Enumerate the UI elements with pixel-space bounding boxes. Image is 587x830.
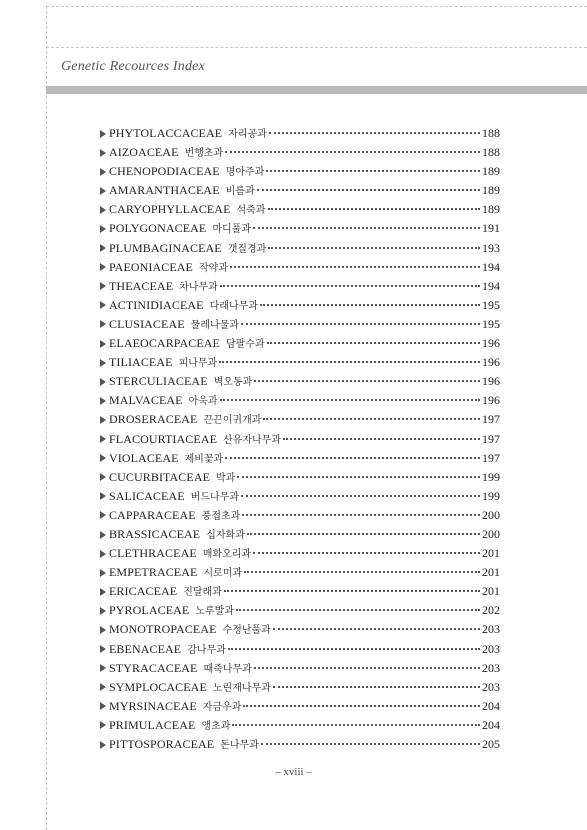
korean-name: 수정난풀과 [222,625,271,637]
dot-leader [261,743,480,745]
triangle-bullet-icon [100,149,106,157]
page-number: 194 [482,278,500,293]
index-entry[interactable] [100,372,500,391]
dot-leader [283,438,480,440]
family-name: EBENACEAE [109,641,182,656]
triangle-bullet-icon [100,569,106,577]
korean-name: 노린재나무과 [212,682,271,694]
korean-name: 끈끈이귀개과 [203,415,262,427]
dot-leader [273,628,480,630]
index-entry[interactable] [100,525,500,544]
triangle-bullet-icon [100,435,106,443]
index-entry[interactable] [100,410,500,429]
triangle-bullet-icon [100,168,106,176]
page-number: 194 [482,259,500,274]
triangle-bullet-icon [100,301,106,309]
family-name: AMARANTHACEAE [109,183,220,198]
korean-name: 감나무과 [187,644,226,656]
index-entry[interactable] [100,430,500,449]
page-number: 197 [482,412,500,427]
korean-name: 때죽나무과 [203,663,252,675]
page-number: 203 [482,660,500,675]
korean-name: 박과 [216,472,236,484]
family-name: MONOTROPACEAE [109,622,217,637]
dot-leader [267,342,480,344]
header-rule-bar [46,86,587,94]
page-number: 201 [482,584,500,599]
triangle-bullet-icon [100,702,106,710]
family-name: SYMPLOCACEAE [109,679,207,694]
dot-leader [241,323,480,325]
dot-leader [236,609,480,611]
left-dashed-border [46,6,47,830]
triangle-bullet-icon [100,607,106,615]
dot-leader [266,170,480,172]
index-entry[interactable] [100,124,500,143]
index-entry[interactable] [100,296,500,315]
page-number: 199 [482,488,500,503]
dot-leader [268,247,480,249]
family-name: PLUMBAGINACEAE [109,240,222,255]
family-name: SALICACEAE [109,488,185,503]
family-name: CUCURBITACEAE [109,469,211,484]
family-name: PAEONIACEAE [109,259,193,274]
dot-leader [253,552,480,554]
family-name: MALVACEAE [109,393,183,408]
page-number: 205 [482,737,500,751]
page-number: 204 [482,717,500,732]
korean-name: 자금우과 [202,701,242,713]
page-number: 204 [482,698,500,713]
index-entry[interactable] [100,620,500,639]
korean-name: 산유자나무과 [223,434,281,446]
family-name: TILIACEAE [109,355,173,370]
page-number: 203 [482,679,500,694]
index-entry[interactable] [100,697,500,716]
header-dashed-rule [46,47,587,48]
dot-leader [247,533,480,535]
family-name: PYROLACEAE [109,603,190,618]
dot-leader [219,361,480,363]
triangle-bullet-icon [100,721,106,729]
family-name: CAPPARACEAE [109,507,196,522]
index-entry[interactable] [100,143,500,162]
triangle-bullet-icon [100,225,106,233]
index-entry[interactable] [100,391,500,410]
index-entry[interactable] [100,277,500,296]
korean-name: 갯질경과 [227,243,267,255]
page-number: 202 [482,603,500,618]
page-number: 201 [482,546,500,561]
family-name: MYRSINACEAE [109,698,197,713]
family-name: CLUSIACEAE [109,316,185,331]
index-entry[interactable] [100,678,500,697]
dot-leader [273,686,480,688]
dot-leader [220,399,480,401]
dot-leader [242,514,480,516]
korean-name: 석죽과 [236,205,266,217]
page-number-footer: – xviii – [275,766,312,778]
family-name: PHYTOLACCACEAE [109,126,223,140]
triangle-bullet-icon [100,511,106,519]
page-number: 196 [482,355,500,370]
triangle-bullet-icon [100,244,106,252]
triangle-bullet-icon [100,416,106,424]
triangle-bullet-icon [100,320,106,328]
family-name: CHENOPODIACEAE [109,164,220,179]
page-number: 195 [482,316,500,331]
korean-name: 담팔수과 [225,339,265,351]
triangle-bullet-icon [100,359,106,367]
triangle-bullet-icon [100,130,106,138]
korean-name: 돈나무과 [220,740,259,751]
running-title: Genetic Recources Index [61,59,206,74]
top-dashed-border [46,6,587,7]
index-entry[interactable] [100,239,500,258]
dot-leader [224,590,480,592]
korean-name: 노루발과 [195,606,234,618]
index-entry[interactable] [100,219,500,238]
family-name: CARYOPHYLLACEAE [109,202,231,217]
index-list [100,124,500,754]
triangle-bullet-icon [100,492,106,500]
triangle-bullet-icon [100,531,106,539]
page-number: 200 [482,526,500,541]
triangle-bullet-icon [100,206,106,214]
triangle-bullet-icon [100,473,106,481]
page-number: 196 [482,374,500,389]
dot-leader [225,457,480,459]
dot-leader [263,418,480,420]
index-entry[interactable] [100,716,500,735]
triangle-bullet-icon [100,378,106,386]
korean-name: 비름과 [225,186,255,198]
family-name: BRASSICACEAE [109,526,201,541]
dot-leader [225,151,480,153]
index-entry[interactable] [100,601,500,620]
korean-name: 앵초과 [201,720,231,732]
korean-name: 차나무과 [179,281,218,293]
page-number: 191 [482,221,500,236]
dot-leader [237,476,480,478]
korean-name: 풍접초과 [201,510,241,522]
korean-name: 자리공과 [228,129,267,140]
family-name: FLACOURTIACEAE [109,431,218,446]
family-name: PITTOSPORACEAE [109,737,215,751]
dot-leader [268,208,481,210]
korean-name: 버드나무과 [190,491,239,503]
page-number: 188 [482,126,500,140]
triangle-bullet-icon [100,550,106,558]
dot-leader [232,724,480,726]
korean-name: 작약과 [199,262,228,274]
dot-leader [243,705,480,707]
page-number: 200 [482,507,500,522]
index-entry[interactable] [100,468,500,487]
index-entry[interactable] [100,640,500,659]
dot-leader [254,380,480,382]
page-number: 203 [482,641,500,656]
korean-name: 물레나물과 [190,319,239,331]
family-name: CLETHRACEAE [109,546,197,561]
index-entry[interactable] [100,315,500,334]
family-name: STYRACACEAE [109,660,198,675]
index-entry[interactable] [100,487,500,506]
korean-name: 매화오리과 [202,549,252,561]
family-name: DROSERACEAE [109,412,198,427]
dot-leader [220,285,480,287]
page-number: 201 [482,565,500,580]
korean-name: 번행초과 [184,148,224,160]
korean-name: 진달래과 [183,587,222,599]
page-number: 203 [482,622,500,637]
index-entry[interactable] [100,735,500,754]
triangle-bullet-icon [100,397,106,405]
family-name: ACTINIDIACEAE [109,297,204,312]
family-name: STERCULIACEAE [109,374,208,389]
index-entry[interactable] [100,449,500,468]
index-entry[interactable] [100,353,500,372]
triangle-bullet-icon [100,588,106,596]
dot-leader [230,266,480,268]
index-entry[interactable] [100,162,500,181]
dot-leader [254,667,480,669]
family-name: AIZOACEAE [109,145,179,160]
triangle-bullet-icon [100,187,106,195]
family-name: THEACEAE [109,278,174,293]
page-number: 188 [482,145,500,160]
page-number: 197 [482,431,500,446]
korean-name: 벽오동과 [213,377,253,389]
page-number: 196 [482,336,500,351]
triangle-bullet-icon [100,282,106,290]
family-name: PRIMULACEAE [109,717,196,732]
triangle-bullet-icon [100,263,106,271]
dot-leader [260,304,480,306]
korean-name: 제비꽃과 [184,453,224,465]
triangle-bullet-icon [100,683,106,691]
korean-name: 시로미과 [203,568,243,580]
triangle-bullet-icon [100,741,106,749]
page-number: 195 [482,297,500,312]
triangle-bullet-icon [100,664,106,672]
dot-leader [253,227,480,229]
triangle-bullet-icon [100,626,106,634]
korean-name: 십자화과 [206,529,245,541]
page-number: 189 [482,183,500,198]
index-entry[interactable] [100,181,500,200]
page-number: 189 [482,202,500,217]
korean-name: 다래나무과 [209,300,258,312]
korean-name: 명아주과 [225,167,265,179]
page-number: 199 [482,469,500,484]
index-entry[interactable] [100,334,500,353]
dot-leader [241,495,480,497]
triangle-bullet-icon [100,340,106,348]
korean-name: 아욱과 [188,396,218,408]
family-name: VIOLACEAE [109,450,179,465]
page-number: 193 [482,240,500,255]
dot-leader [228,648,480,650]
korean-name: 마디풀과 [212,224,251,236]
dot-leader [269,132,480,134]
triangle-bullet-icon [100,454,106,462]
triangle-bullet-icon [100,645,106,653]
family-name: ERICACEAE [109,584,178,599]
page-number: 196 [482,393,500,408]
index-entry[interactable] [100,258,500,277]
page-number: 189 [482,164,500,179]
family-name: EMPETRACEAE [109,565,198,580]
index-entry[interactable] [100,659,500,678]
family-name: ELAEOCARPACEAE [109,336,220,351]
dot-leader [257,189,480,191]
index-entry[interactable] [100,563,500,582]
dot-leader [244,571,480,573]
index-entry[interactable] [100,582,500,601]
page-number: 197 [482,450,500,465]
family-name: POLYGONACEAE [109,221,207,236]
index-entry[interactable] [100,506,500,525]
index-entry[interactable] [100,544,500,563]
index-entry[interactable] [100,200,500,219]
korean-name: 피나무과 [178,358,218,370]
